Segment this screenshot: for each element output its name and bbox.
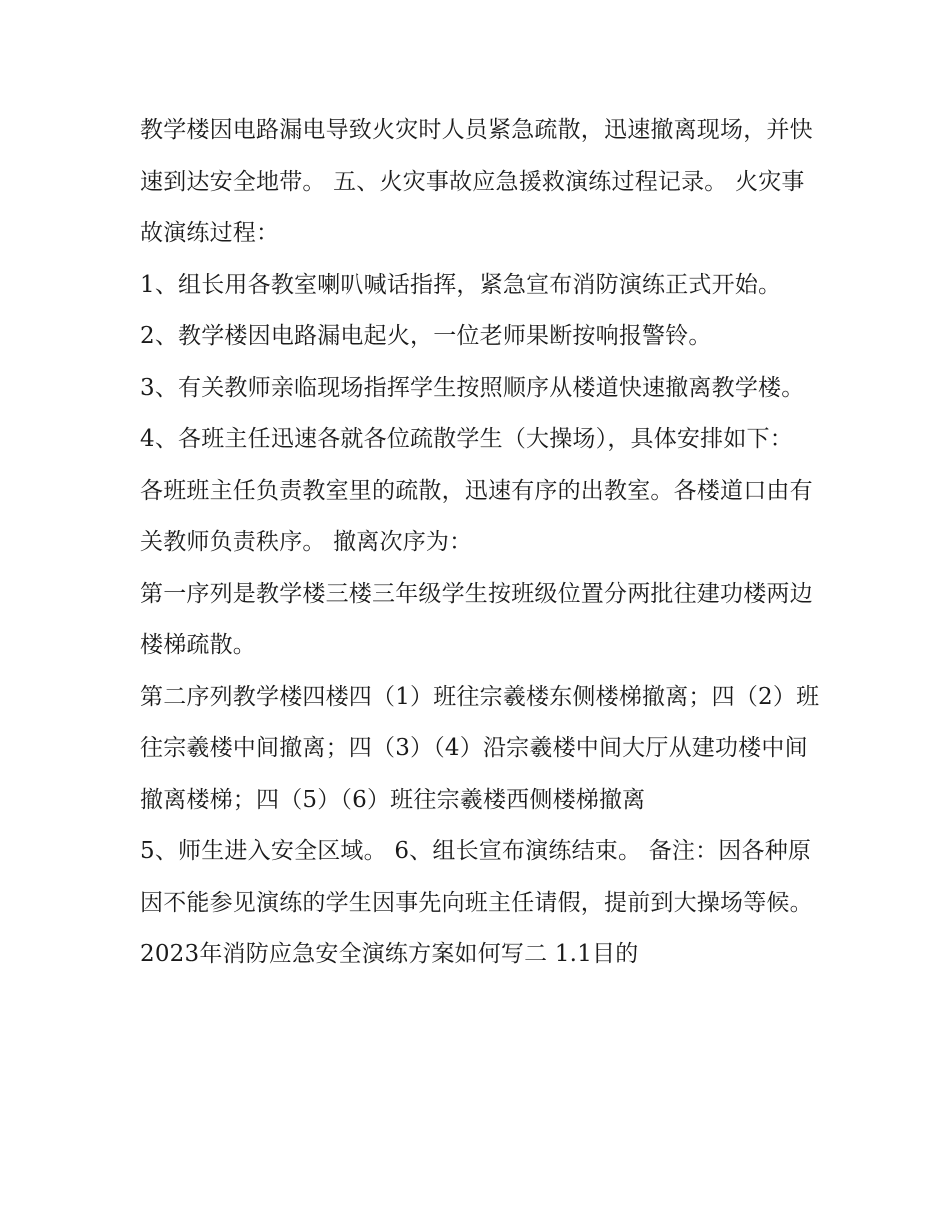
section-heading: 2023年消防应急安全演练方案如何写二 1.1目的 <box>140 941 639 967</box>
paragraph-class-teachers: 各班班主任负责教室里的疏散，迅速有序的出教室。各楼道口由有关教师负责秩序。 撤离次序为： <box>140 477 813 555</box>
paragraph-step-3-4: 3、有关教师亲临现场指挥学生按照顺序从楼道快速撤离教学楼。 4、各班主任迅速各就各位疏散学生（大操场），具体安排如下： <box>140 374 805 452</box>
paragraph-step-5-6: 5、师生进入安全区域。 6、组长宣布演练结束。 备注：因各种原因不能参见演练的学生因事先向班主任请假，提前到大操场等候。 <box>140 838 813 916</box>
paragraph-second-sequence: 第二序列教学楼四楼四（1）班往宗羲楼东侧楼梯撤离；四（2）班往宗羲楼中间撤离；四（3）（4）沿宗羲楼中间大厅从建功楼中间撤离楼梯；四（5）（6）班往宗羲楼西侧楼梯撤离 <box>140 683 820 813</box>
paragraph-step-1-2: 1、组长用各教室喇叭喊话指挥，紧急宣布消防演练正式开始。 2、教学楼因电路漏电起火，一位老师果断按响报警铃。 <box>140 271 782 349</box>
document-body <box>140 105 820 981</box>
paragraph-first-sequence: 第一序列是教学楼三楼三年级学生按班级位置分两批往建功楼两边楼梯疏散。 <box>140 580 813 658</box>
paragraph-evacuation-intro: 教学楼因电路漏电导致火灾时人员紧急疏散，迅速撤离现场，并快速到达安全地带。 五、火灾事故应急援救演练过程记录。 火灾事故演练过程： <box>140 117 813 246</box>
